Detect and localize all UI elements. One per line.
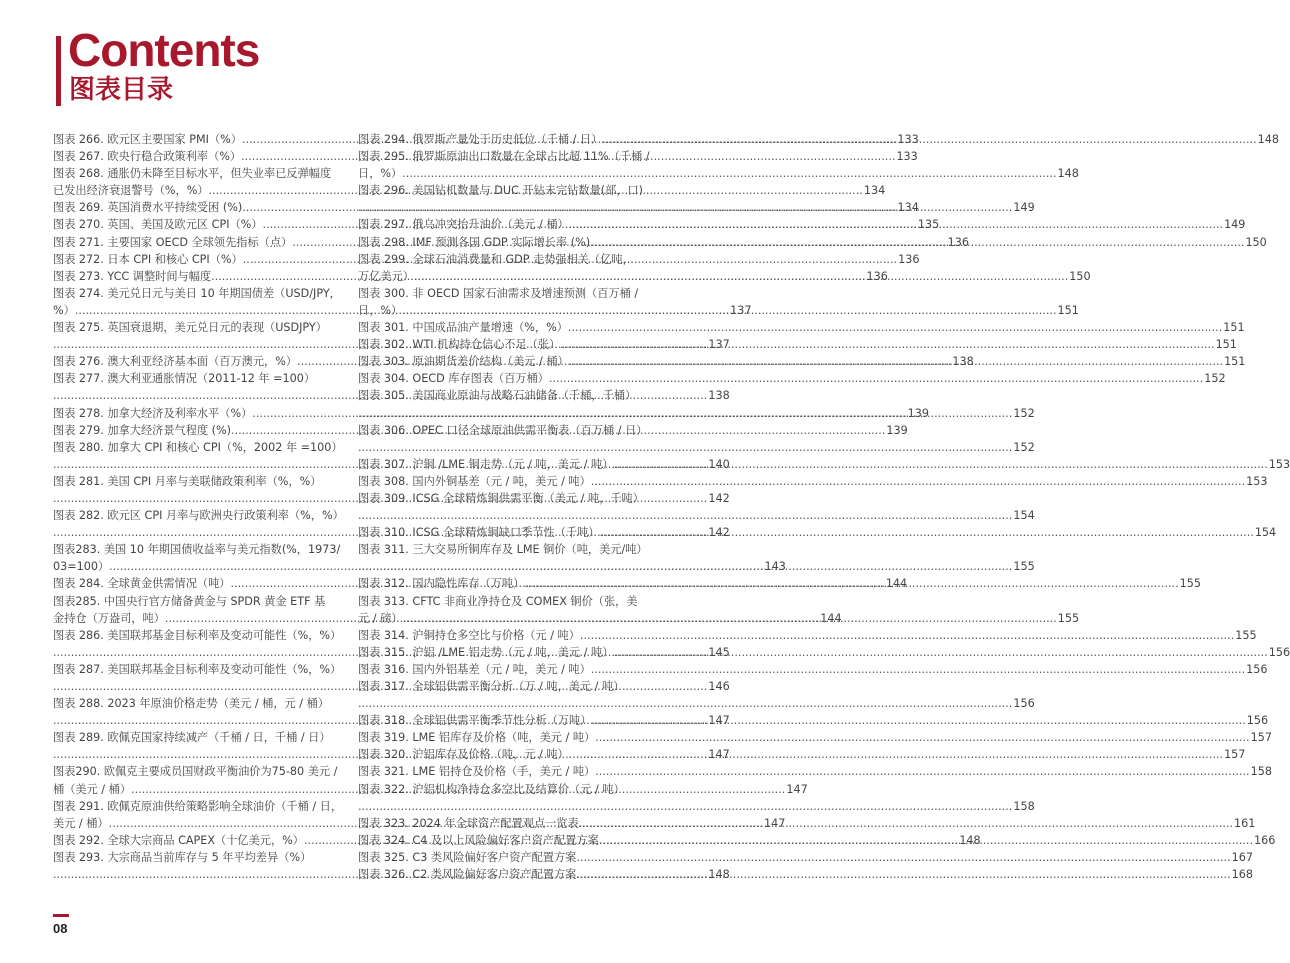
- toc-leader-dots: [358, 798, 1012, 815]
- toc-entry-title: 桶（美元 / 桶）: [53, 782, 132, 796]
- toc-entry-page: 152: [1013, 440, 1035, 454]
- toc-entry-title: 已发出经济衰退警号（%，%）: [53, 184, 209, 198]
- toc-entry-title: 图表 278. 加拿大经济及利率水平（%）: [53, 406, 253, 420]
- toc-entry-title: 图表 313. CFTC 非商业净持仓及 COMEX 铜价（张，美: [358, 594, 638, 608]
- toc-leader-dots: [591, 473, 1245, 490]
- toc-entry-page: 148: [959, 833, 981, 847]
- toc-entry[interactable]: [53, 627, 342, 644]
- toc-entry-title: 图表 272. 日本 CPI 和核心 CPI（%）: [53, 252, 243, 266]
- toc-entry-title: 图表 315. 沪铝 /LME 铝走势（元 / 吨，美元 / 吨）: [358, 645, 614, 659]
- toc-entry-page: 147: [786, 782, 808, 796]
- toc-entry[interactable]: [358, 627, 1257, 644]
- toc-leader-dots: [569, 216, 1223, 233]
- toc-entry-page: 154: [1254, 526, 1277, 540]
- toc-leader-dots: [576, 866, 1230, 883]
- toc-entry-page: 134: [863, 184, 886, 198]
- toc-entry[interactable]: [358, 593, 638, 610]
- toc-entry-title: 图表 267. 欧央行稳合政策利率（%）: [53, 150, 242, 164]
- toc-entry[interactable]: [53, 763, 338, 780]
- toc-entry-page: 146: [708, 680, 730, 693]
- toc-entry-page: 168: [1231, 868, 1254, 882]
- toc-entry-title: 图表 316. 国内外铝基差（元 / 吨，美元 / 吨）: [358, 662, 591, 676]
- toc-entry-page: 140: [708, 457, 730, 471]
- toc-entry[interactable]: [358, 798, 1035, 815]
- toc-entry-title: 图表 287. 美国联邦基金目标利率及变动可能性（%，%）: [53, 662, 342, 676]
- toc-leader-dots: [576, 849, 1230, 866]
- toc-entry[interactable]: [358, 473, 1268, 490]
- toc-entry[interactable]: [53, 849, 333, 866]
- toc-entry[interactable]: [53, 285, 341, 302]
- toc-entry-title: 金持仓（万盎司，吨）: [53, 611, 165, 625]
- toc-entry[interactable]: [53, 439, 343, 456]
- toc-leader-dots: [358, 439, 1012, 456]
- toc-entry-title: 图表 270. 英国、美国及欧元区 CPI（%）: [53, 218, 263, 232]
- page-subtitle: 图表目录: [69, 75, 174, 105]
- toc-leader-dots: [358, 405, 1012, 422]
- toc-entry-title: 日，%）: [358, 167, 403, 181]
- toc-entry[interactable]: [358, 695, 1035, 712]
- toc-entry-title: 图表 271. 主要国家 OECD 全球领先指标（点）: [53, 235, 293, 249]
- toc-entry-page: 133: [896, 150, 918, 164]
- toc-leader-dots: [613, 456, 1267, 473]
- toc-entry-title: 图表 317. 全球铝供需平衡分析（万 / 吨，美元 / 吨）: [358, 680, 625, 693]
- toc-entry-title: 图表 269. 英国消费水平持续受困 (%): [53, 201, 243, 215]
- title-accent-bar: [56, 36, 61, 106]
- toc-entry-page: 155: [1057, 611, 1080, 625]
- toc-entry-page: 150: [1069, 269, 1091, 283]
- toc-entry-title: 图表 321. LME 铝持仓及价格（手，美元 / 吨）: [358, 765, 596, 779]
- toc-entry[interactable]: [358, 148, 650, 165]
- toc-entry[interactable]: [358, 490, 644, 507]
- toc-entry-page: 148: [1257, 133, 1279, 146]
- toc-entry-title: 图表 319. LME 铝库存及价格（吨，美元 / 吨）: [358, 731, 596, 745]
- toc-leader-dots: [613, 644, 1267, 661]
- toc-entry-title: 图表 268. 通胀仍未降至目标水平，但失业率已反弹幅度: [53, 167, 332, 181]
- toc-entry-title: 万亿美元）: [358, 269, 414, 283]
- toc-leader-dots: [591, 661, 1245, 678]
- toc-entry-title: 图表 300. 非 OECD 国家石油需求及增速预测（百万桶 /: [358, 286, 639, 300]
- toc-entry[interactable]: [358, 165, 1079, 182]
- toc-entry[interactable]: [358, 319, 1245, 336]
- toc-entry-title: 图表 322. 沪铝机构净持仓多空比及结算价（元 / 吨）: [358, 782, 625, 796]
- toc-entry-title: 图表 310. ICSG 全球精炼铜缺口季节性（千吨）: [358, 526, 600, 540]
- toc-leader-dots: [568, 319, 1222, 336]
- page-title: Contents: [68, 24, 260, 76]
- toc-entry[interactable]: [53, 319, 333, 336]
- toc-entry-title: 图表 308. 国内外铜基差（元 / 吨，美元 / 吨）: [358, 474, 591, 488]
- toc-entry-page: 142: [708, 526, 730, 540]
- toc-entry-title: 图表 293. 大宗商品当前库存与 5 年平均差异（%）: [53, 850, 312, 864]
- toc-entry-page: 134: [897, 201, 919, 215]
- toc-leader-dots: [569, 353, 1223, 370]
- toc-entry-title: 图表 286. 美国联邦基金目标利率及变动可能性（%，%）: [53, 628, 342, 642]
- toc-entry[interactable]: [358, 781, 638, 798]
- toc-entry-title: 图表 295. 俄罗斯原油出口数量在全球占比超 11%（千桶 /: [358, 150, 650, 164]
- toc-entry[interactable]: [53, 302, 752, 319]
- toc-entry-title: 图表285. 中国央行官方储备黄金与 SPDR 黄金 ETF 基: [53, 594, 326, 608]
- toc-entry[interactable]: [358, 763, 1272, 780]
- toc-entry-page: 167: [1231, 850, 1254, 864]
- toc-entry[interactable]: [358, 661, 1268, 678]
- toc-entry-page: 152: [1204, 372, 1226, 386]
- toc-entry-page: 144: [885, 577, 908, 591]
- toc-entry[interactable]: [53, 593, 333, 610]
- toc-entry-page: 149: [1013, 201, 1035, 215]
- toc-entry-page: 155: [1179, 577, 1201, 591]
- toc-entry-title: 图表 296. 美国钻机数量与 DUC 开钻未完钻数量(部，口): [358, 184, 644, 198]
- toc-entry[interactable]: [358, 285, 638, 302]
- toc-entry-page: 147: [763, 816, 786, 830]
- toc-entry-page: 156: [1246, 662, 1268, 676]
- toc-leader-dots: [402, 302, 1056, 319]
- toc-entry-title: 图表 311. 三大交易所铜库存及 LME 铜价（吨，美元/吨）: [358, 543, 648, 557]
- toc-entry-page: 136: [947, 235, 969, 249]
- toc-entry-page: 149: [1224, 218, 1246, 232]
- toc-leader-dots: [414, 268, 1068, 285]
- toc-entry-title: 元 / 磅）: [358, 611, 403, 625]
- toc-entry[interactable]: [358, 182, 644, 199]
- toc-entry[interactable]: [358, 541, 648, 558]
- toc-entry-title: 图表 284. 全球黄金供需情况（吨）: [53, 577, 231, 591]
- toc-entry[interactable]: [53, 798, 343, 815]
- toc-entry-title: 图表 304. OECD 库存图表（百万桶）: [358, 372, 549, 386]
- toc-entry-page: 137: [730, 303, 752, 317]
- toc-entry[interactable]: [358, 849, 1254, 866]
- toc-entry-title: 图表 309. ICSG 全球精炼铜供需平衡（美元 / 吨，千吨）: [358, 491, 644, 505]
- toc-entry-page: 133: [897, 133, 919, 146]
- toc-entry[interactable]: [358, 370, 1226, 387]
- toc-entry[interactable]: [53, 370, 333, 387]
- toc-entry-title: 图表 320. 沪铝库存及价格（吨，元 / 吨）: [358, 748, 569, 762]
- toc-leader-dots: [602, 131, 1256, 148]
- toc-entry[interactable]: [53, 507, 344, 524]
- toc-entry-title: 图表 289. 欧佩克国家持续减产（千桶 / 日，千桶 / 日）: [53, 731, 331, 745]
- toc-entry-page: 156: [1013, 697, 1035, 711]
- toc-entry-page: 157: [1250, 731, 1272, 745]
- toc-entry-title: 图表 292. 全球大宗商品 CAPEX（十亿美元，%）: [53, 833, 304, 847]
- toc-leader-dots: [358, 695, 1012, 712]
- toc-entry-title: 图表 318. 全球铝供需平衡季节性分析（万吨）: [358, 714, 592, 728]
- toc-entry-title: 图表 299. 全球石油消费量和 GDP 走势强相关（亿吨，: [358, 252, 634, 266]
- toc-leader-dots: [580, 627, 1234, 644]
- toc-entry[interactable]: [53, 695, 333, 712]
- toc-entry-page: 153: [1246, 474, 1268, 488]
- toc-entry[interactable]: [53, 729, 333, 746]
- toc-entry-page: 139: [907, 406, 929, 420]
- toc-leader-dots: [590, 234, 1244, 251]
- toc-entry[interactable]: [358, 251, 638, 268]
- toc-entry-page: 142: [708, 491, 730, 505]
- toc-entry[interactable]: [358, 507, 1035, 524]
- toc-leader-dots: [579, 815, 1233, 832]
- toc-entry[interactable]: [358, 678, 638, 695]
- page-number: 08: [53, 921, 68, 936]
- toc-leader-dots: [569, 746, 1223, 763]
- toc-leader-dots: [549, 370, 1203, 387]
- toc-entry[interactable]: [53, 558, 786, 575]
- toc-entry-title: 图表 302. WTI 机构持仓信心不足（张）: [358, 338, 561, 352]
- toc-leader-dots: [595, 763, 1249, 780]
- toc-entry[interactable]: [53, 405, 929, 422]
- toc-entry-title: 图表 307. 沪铜 /LME 铜走势（元 / 吨，美元 / 吨）: [358, 457, 614, 471]
- toc-entry-title: 图表 282. 欧元区 CPI 月率与欧洲央行政策利率（%，%）: [53, 509, 344, 523]
- toc-entry-page: 158: [1250, 765, 1272, 779]
- toc-leader-dots: [524, 575, 1178, 592]
- toc-entry-page: 138: [708, 389, 730, 403]
- toc-leader-dots: [358, 507, 1012, 524]
- toc-entry-title: 图表 288. 2023 年原油价格走势（美元 / 桶，元 / 桶）: [53, 697, 330, 711]
- toc-entry-title: 图表 266. 欧元区主要国家 PMI（%）: [53, 133, 242, 146]
- toc-entry-page: 161: [1234, 816, 1256, 830]
- toc-entry[interactable]: [53, 661, 342, 678]
- toc-entry-page: 155: [1013, 560, 1035, 574]
- toc-entry-page: 144: [820, 611, 842, 625]
- toc-entry-title: 图表 301. 中国成品油产量增速（%，%）: [358, 321, 568, 335]
- toc-entry-title: %）: [53, 303, 75, 317]
- toc-leader-dots: [358, 199, 1012, 216]
- toc-entry-page: 148: [708, 868, 730, 882]
- toc-entry-page: 157: [1224, 748, 1246, 762]
- toc-entry-title: 图表 325. C3 类风险偏好客户资产配置方案: [358, 850, 577, 864]
- toc-entry-page: 151: [1215, 338, 1237, 352]
- toc-entry-page: 136: [898, 252, 920, 266]
- toc-entry[interactable]: [358, 422, 648, 439]
- toc-leader-dots: [595, 729, 1249, 746]
- toc-entry-title: 图表 312. 国内隐性库存（万吨）: [358, 577, 525, 591]
- toc-entry-page: 137: [708, 338, 730, 352]
- toc-entry-page: 145: [708, 645, 730, 659]
- toc-entry-title: 03=100）: [53, 560, 110, 574]
- toc-entry-page: 139: [886, 423, 908, 437]
- toc-entry-title: 图表 306. OPEC 口径全球原油供需平衡表（百万桶 / 日）: [358, 423, 648, 437]
- toc-entry[interactable]: [358, 439, 1035, 456]
- toc-entry-title: 图表 297. 俄乌冲突抬升油价（美元 / 桶）: [358, 218, 569, 232]
- toc-entry-page: 143: [764, 560, 786, 574]
- toc-entry-page: 152: [1013, 406, 1035, 420]
- toc-entry-title: 图表 326. C2 类风险偏好客户资产配置方案: [358, 868, 577, 882]
- toc-entry-title: 图表 280. 加拿大 CPI 和核心 CPI（%，2002 年 =100）: [53, 440, 343, 454]
- toc-leader-dots: [402, 165, 1056, 182]
- toc-entry-title: 图表283. 美国 10 年期国债收益率与美元指数(%，1973/: [53, 543, 341, 557]
- toc-leader-dots: [358, 558, 1012, 575]
- toc-entry-title: 图表 298. IMF 预测各国 GDP 实际增长率 (%): [358, 235, 591, 249]
- toc-entry-page: 151: [1224, 355, 1246, 369]
- toc-entry[interactable]: [53, 165, 333, 182]
- toc-entry-title: 图表 279. 加拿大经济景气程度 (%): [53, 423, 232, 437]
- toc-entry-page: 150: [1245, 235, 1267, 249]
- toc-entry-page: 155: [1235, 628, 1257, 642]
- toc-entry-page: 154: [1013, 509, 1035, 523]
- toc-entry-title: 图表 277. 澳大利亚通胀情况（2011-12 年 =100）: [53, 372, 316, 386]
- toc-entry-page: 147: [708, 748, 730, 762]
- toc-leader-dots: [599, 832, 1253, 849]
- toc-leader-dots: [599, 524, 1253, 541]
- toc-entry-title: 图表 273. YCC 调整时间与幅度: [53, 269, 212, 283]
- toc-entry-page: 135: [917, 218, 940, 232]
- toc-entry-title: 美元 / 桶）: [53, 816, 109, 830]
- toc-entry-page: 136: [866, 269, 888, 283]
- toc-entry-page: 148: [1057, 167, 1079, 181]
- toc-entry-title: 日，%）: [358, 303, 403, 317]
- toc-entry-page: 147: [708, 714, 730, 728]
- toc-entry[interactable]: [358, 387, 638, 404]
- toc-entry-title: 图表 324. C4 及以上风险偏好客户资产配置方案: [358, 833, 599, 847]
- toc-entry[interactable]: [358, 729, 1272, 746]
- toc-entry-title: 图表 294. 俄罗斯产量处于历史低位（千桶 / 日）: [358, 133, 603, 146]
- toc-entry[interactable]: [53, 541, 341, 558]
- toc-entry-title: 图表 323. 2024 年全球资产配置观点一览表: [358, 816, 579, 830]
- toc-entry-title: 图表 303. 原油期货差价结构（美元 / 桶）: [358, 355, 569, 369]
- toc-entry-page: 166: [1254, 833, 1276, 847]
- toc-entry-title: 图表 276. 澳大利亚经济基本面（百万澳元，%）: [53, 355, 298, 369]
- toc-entry[interactable]: [53, 473, 333, 490]
- toc-entry-title: 图表290. 欧佩克主要成员国财政平衡油价为75-80 美元 /: [53, 765, 338, 779]
- toc-entry-title: 图表 305. 美国商业原油与战略石油储备（千桶，千桶）: [358, 389, 637, 403]
- toc-entry-page: 156: [1246, 714, 1269, 728]
- toc-entry-title: 图表 274. 美元兑日元与美日 10 年期国债差（USD/JPY，: [53, 286, 341, 300]
- toc-entry[interactable]: [53, 199, 919, 216]
- footer-accent-bar: [53, 914, 69, 917]
- toc-entry-title: 图表 291. 欧佩克原油供给策略影响全球油价（千桶 / 日，: [53, 799, 343, 813]
- toc-leader-dots: [560, 336, 1214, 353]
- toc-leader-dots: [402, 610, 1056, 627]
- toc-leader-dots: [591, 712, 1245, 729]
- toc-entry-title: 图表 275. 英国衰退期，美元兑日元的表现（USDJPY）: [53, 321, 327, 335]
- toc-entry-title: 图表 314. 沪铜持仓多空比与价格（元 / 吨）: [358, 628, 580, 642]
- toc-entry-page: 151: [1223, 321, 1245, 335]
- toc-entry-page: 156: [1268, 645, 1290, 659]
- toc-entry-title: 图表 281. 美国 CPI 月率与美联储政策利率（%，%）: [53, 474, 322, 488]
- toc-entry-page: 158: [1013, 799, 1035, 813]
- toc-entry-page: 138: [952, 355, 974, 369]
- toc-entry-page: 151: [1057, 303, 1079, 317]
- toc-entry-page: 153: [1268, 457, 1290, 471]
